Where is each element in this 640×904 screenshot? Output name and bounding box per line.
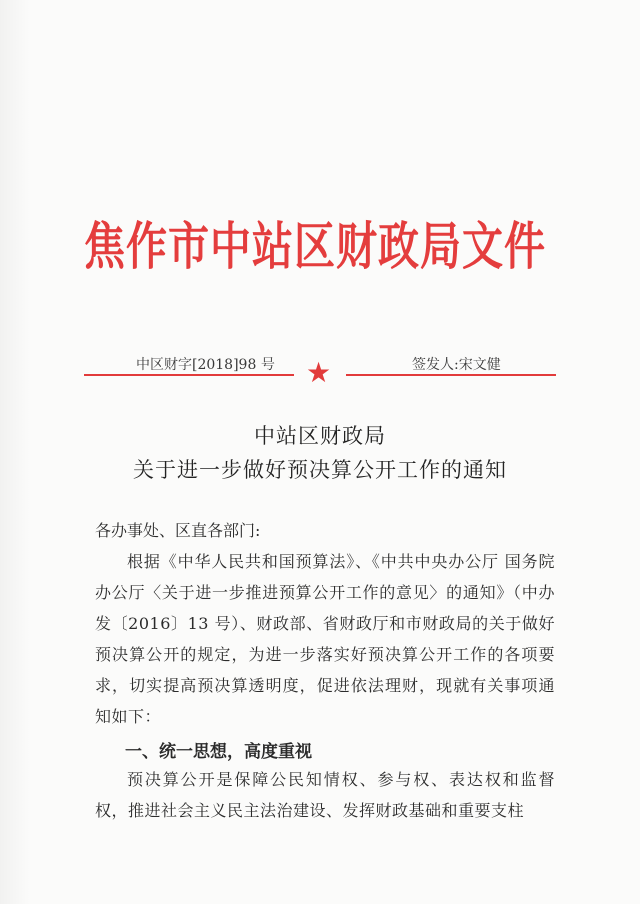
signer-name: 签发人:宋文健: [412, 357, 501, 373]
document-subject-title: 关于进一步做好预决算公开工作的通知: [133, 458, 507, 482]
masthead-title: 焦作市中站区财政局文件: [84, 216, 546, 277]
body-paragraph-2: 预决算公开是保障公民知情权、参与权、表达权和监督权，推进社会主义民主法治建设、发挥财政基础和重要支柱: [95, 770, 555, 820]
red-star-icon: ★: [306, 356, 332, 389]
salutation: 各办事处、区直各部门:: [95, 521, 261, 540]
document-issuer-title: 中站区财政局: [254, 424, 386, 448]
red-divider-left: [84, 374, 294, 376]
document-number: 中区财字[2018]98 号: [136, 357, 275, 373]
red-divider-right: [346, 374, 556, 376]
body-paragraph-1: 根据《中华人民共和国预算法》、《中共中央办公厅 国务院办公厅〈关于进一步推进预算公开工作的意见〉的通知》（中办发〔2016〕13 号）、财政部、省财政厅和市财政局的关于做好预决算公开的规定，为进一步落实好预决算公开工作的各项要求，切实提高预决算透明度，促进依法理财，现就有关事项通知如下：: [95, 552, 555, 726]
section-heading-1: 一、统一思想，高度重视: [125, 742, 312, 762]
scan-shadow: [0, 0, 30, 904]
